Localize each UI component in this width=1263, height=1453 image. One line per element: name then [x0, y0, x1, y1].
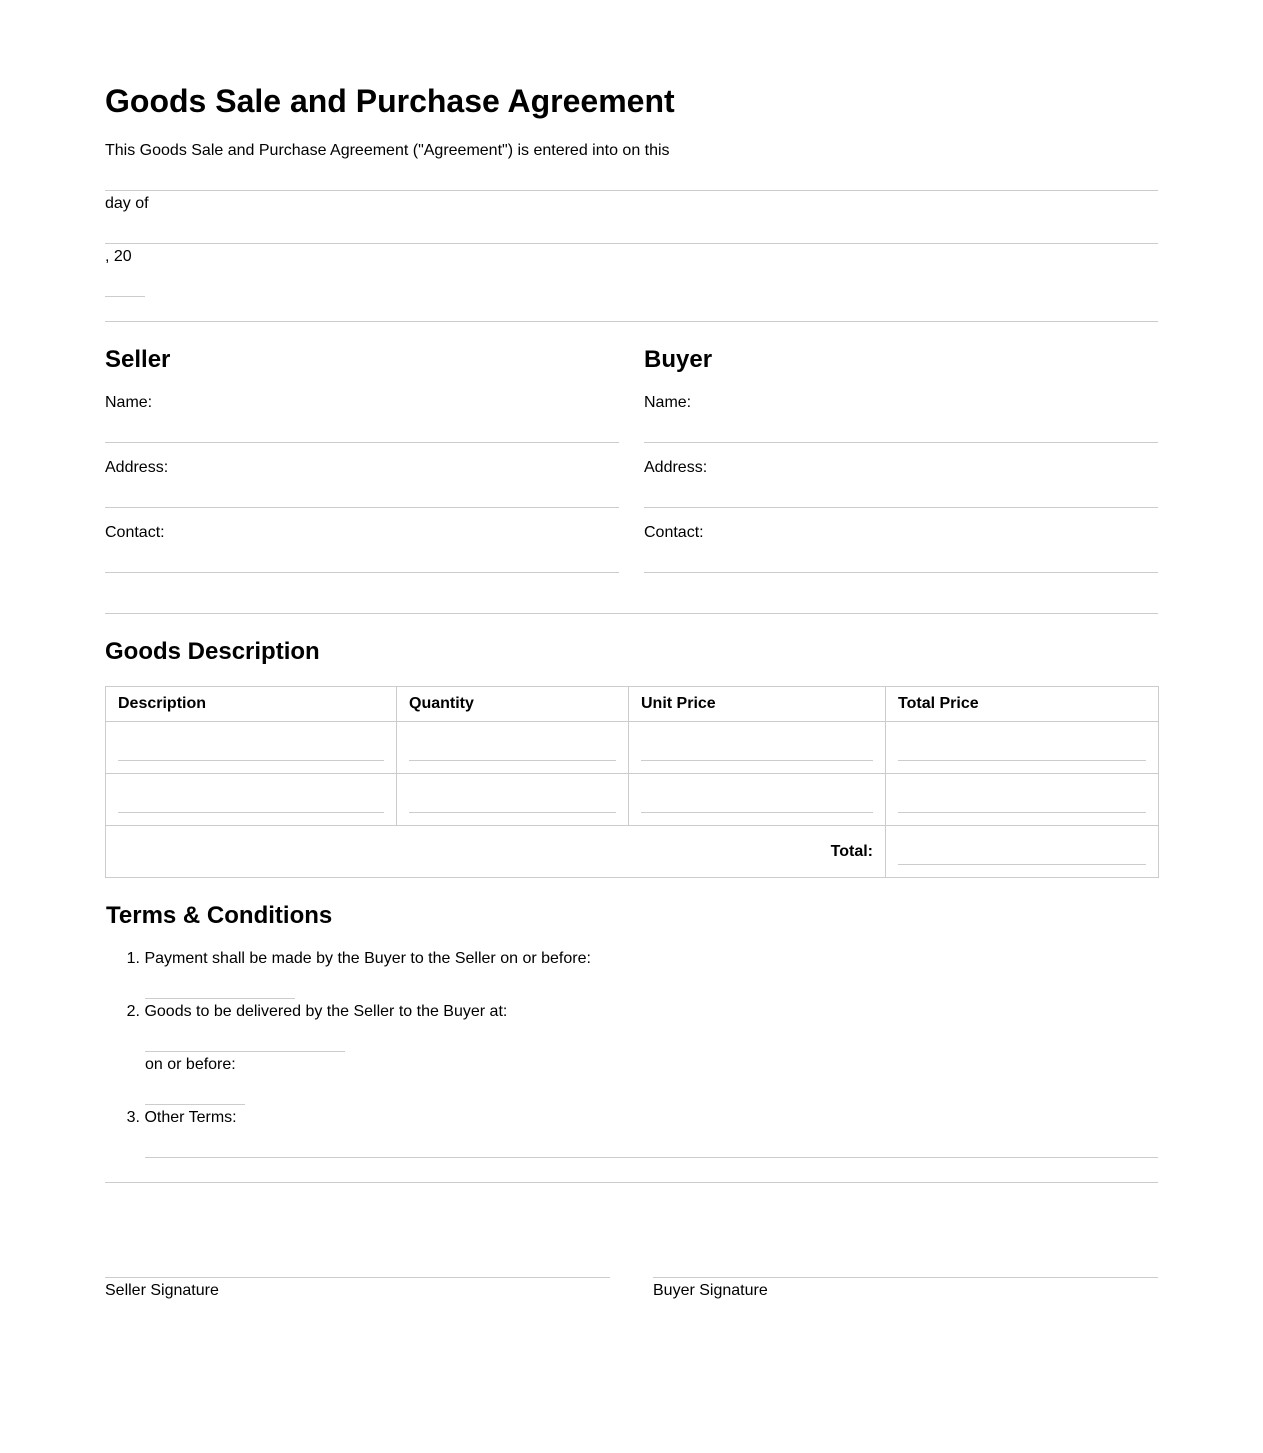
terms-item-text: Goods to be delivered by the Seller to the Buyer at: [144, 1003, 508, 1020]
buyer-address-underline [644, 507, 1158, 508]
total-price-cell[interactable] [886, 722, 1159, 774]
month-field-underline [105, 243, 1158, 244]
month-field[interactable] [105, 221, 1158, 242]
total-price-cell[interactable] [886, 774, 1159, 826]
seller-signature-line[interactable] [105, 1277, 610, 1278]
cell-underline [898, 812, 1146, 813]
terms-item-text: Other Terms: [144, 1109, 237, 1126]
seller-name-label: Name: [105, 394, 153, 411]
day-field[interactable] [105, 168, 1158, 189]
seller-heading: Seller [105, 346, 171, 373]
table-row [106, 722, 1159, 774]
grand-total-cell[interactable] [886, 826, 1159, 878]
seller-contact-field[interactable] [105, 548, 619, 571]
unit-price-cell[interactable] [629, 722, 886, 774]
description-input[interactable] [118, 738, 384, 760]
day-of-label: day of [105, 195, 149, 212]
delivery-location-underline [145, 1051, 345, 1052]
seller-contact-label: Contact: [105, 524, 165, 541]
terms-item-1 [126, 949, 591, 968]
seller-name-underline [105, 442, 619, 443]
quantity-input[interactable] [409, 738, 616, 760]
year-prefix-label: , 20 [105, 248, 132, 265]
buyer-heading: Buyer [644, 346, 713, 373]
unit-price-input[interactable] [641, 790, 873, 812]
cell-underline [118, 812, 384, 813]
buyer-address-field[interactable] [644, 483, 1158, 506]
cell-underline [898, 864, 1146, 865]
delivery-date-field[interactable] [145, 1081, 245, 1103]
seller-signature-label: Seller Signature [105, 1282, 219, 1299]
description-input[interactable] [118, 790, 384, 812]
table-total-row [106, 826, 1159, 878]
total-label: Total: [106, 826, 886, 878]
terms-item-2 [126, 1002, 507, 1021]
grand-total-input[interactable] [898, 842, 1146, 864]
payment-date-field[interactable] [145, 975, 295, 997]
buyer-address-label: Address: [644, 459, 708, 476]
goods-table [105, 686, 1159, 878]
unit-price-input[interactable] [641, 738, 873, 760]
list-number: 2. [126, 1003, 140, 1020]
list-number: 3. [126, 1109, 140, 1126]
list-number: 1. [126, 950, 140, 967]
total-price-input[interactable] [898, 790, 1146, 812]
table-header-row [106, 687, 1159, 722]
quantity-cell[interactable] [397, 774, 629, 826]
seller-contact-underline [105, 572, 619, 573]
buyer-signature-label: Buyer Signature [653, 1282, 768, 1299]
delivery-date-underline [145, 1104, 245, 1105]
terms-item-3 [126, 1108, 237, 1127]
seller-address-label: Address: [105, 459, 169, 476]
terms-heading: Terms & Conditions [106, 902, 333, 929]
total-price-input[interactable] [898, 738, 1146, 760]
unit-price-cell[interactable] [629, 774, 886, 826]
seller-address-underline [105, 507, 619, 508]
buyer-name-field[interactable] [644, 418, 1158, 441]
buyer-contact-field[interactable] [644, 548, 1158, 571]
seller-address-field[interactable] [105, 483, 619, 506]
column-header-description: Description [106, 687, 397, 722]
description-cell[interactable] [106, 722, 397, 774]
payment-date-underline [145, 998, 295, 999]
other-terms-underline [145, 1157, 1158, 1158]
quantity-cell[interactable] [397, 722, 629, 774]
year-field-underline [105, 296, 145, 297]
on-or-before-label: on or before: [145, 1056, 236, 1073]
terms-item-text: Payment shall be made by the Buyer to the Seller on or before: [144, 950, 591, 967]
other-terms-field[interactable] [145, 1134, 1158, 1156]
column-header-unit-price: Unit Price [629, 687, 886, 722]
buyer-name-label: Name: [644, 394, 692, 411]
page-title: Goods Sale and Purchase Agreement [105, 83, 675, 119]
delivery-location-field[interactable] [145, 1028, 345, 1050]
table-row [106, 774, 1159, 826]
column-header-total-price: Total Price [886, 687, 1159, 722]
goods-heading: Goods Description [105, 638, 320, 665]
quantity-input[interactable] [409, 790, 616, 812]
column-header-quantity: Quantity [397, 687, 629, 722]
section-divider [105, 321, 1158, 322]
section-divider [105, 1182, 1158, 1183]
year-field[interactable] [105, 274, 145, 295]
buyer-name-underline [644, 442, 1158, 443]
description-cell[interactable] [106, 774, 397, 826]
seller-name-field[interactable] [105, 418, 619, 441]
cell-underline [641, 760, 873, 761]
cell-underline [118, 760, 384, 761]
intro-text: This Goods Sale and Purchase Agreement ("Agreement") is entered into on this [105, 142, 670, 159]
buyer-contact-label: Contact: [644, 524, 704, 541]
day-field-underline [105, 190, 1158, 191]
section-divider [105, 613, 1158, 614]
cell-underline [898, 760, 1146, 761]
cell-underline [409, 812, 616, 813]
cell-underline [641, 812, 873, 813]
buyer-contact-underline [644, 572, 1158, 573]
buyer-signature-line[interactable] [653, 1277, 1158, 1278]
cell-underline [409, 760, 616, 761]
